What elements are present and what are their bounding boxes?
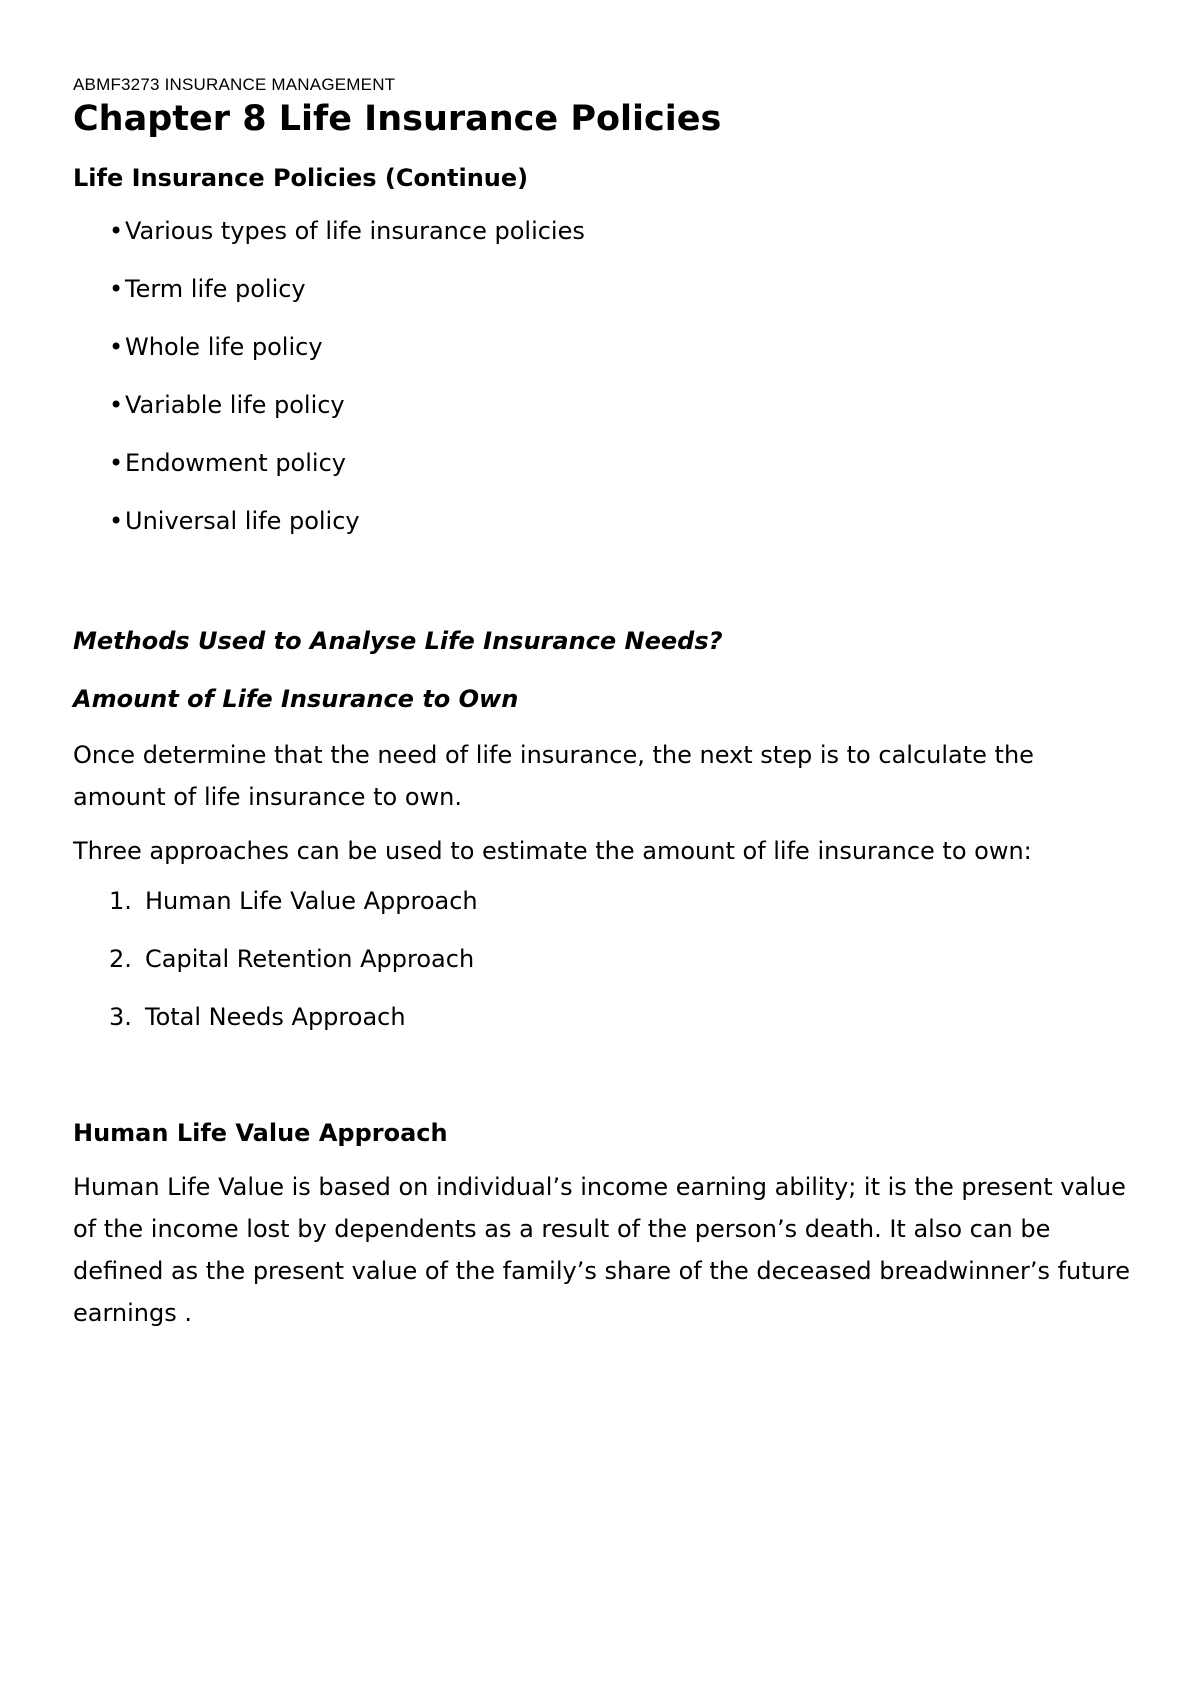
intro-paragraph: Once determine that the need of life insurance, the next step is to calculate the amount of life insurance to own. [73,741,1034,811]
list-number: 2. [109,945,132,973]
list-number: 3. [109,1003,132,1031]
list-item-text: Various types of life insurance policies [125,217,585,245]
list-item-text: Total Needs Approach [145,1003,406,1031]
list-item [109,886,1133,916]
list-item [109,506,1133,536]
list-item-text: Universal life policy [125,507,360,535]
bullet-icon: • [109,333,124,361]
list-item-text: Human Life Value Approach [145,887,478,915]
list-number: 1. [109,887,132,915]
bullet-icon: • [109,391,124,419]
list-item [109,1002,1133,1032]
list-item [109,944,1133,974]
list-item [109,274,1133,304]
approaches-intro-paragraph: Three approaches can be used to estimate the amount of life insurance to own: [73,837,1032,865]
list-item-text: Whole life policy [125,333,323,361]
policy-types-list [73,216,1133,536]
human-life-value-heading: Human Life Value Approach [73,1119,448,1147]
methods-question-heading: Methods Used to Analyse Life Insurance Needs? [73,627,723,655]
bullet-icon: • [109,449,124,477]
bullet-icon: • [109,275,124,303]
list-item [109,448,1133,478]
section-heading-life-insurance-policies: Life Insurance Policies (Continue) [73,164,529,192]
document-content [73,74,1133,1334]
approaches-list [73,886,1133,1032]
list-item [109,332,1133,362]
bullet-icon: • [109,217,124,245]
chapter-title: Chapter 8 Life Insurance Policies [73,99,722,139]
human-life-value-paragraph: Human Life Value is based on individual’s income earning ability; it is the present value of the income lost by dependents as a result of the person’s death. It also can be defined as the present value of the family’s share of the deceased breadwinner’s future earnings . [73,1173,1130,1327]
list-item-text: Capital Retention Approach [145,945,475,973]
list-item-text: Term life policy [125,275,306,303]
list-item [109,216,1133,246]
amount-to-own-heading: Amount of Life Insurance to Own [73,685,519,713]
course-code-header: ABMF3273 INSURANCE MANAGEMENT [73,75,396,94]
list-item [109,390,1133,420]
list-item-text: Endowment policy [125,449,346,477]
bullet-icon: • [109,507,124,535]
list-item-text: Variable life policy [125,391,345,419]
